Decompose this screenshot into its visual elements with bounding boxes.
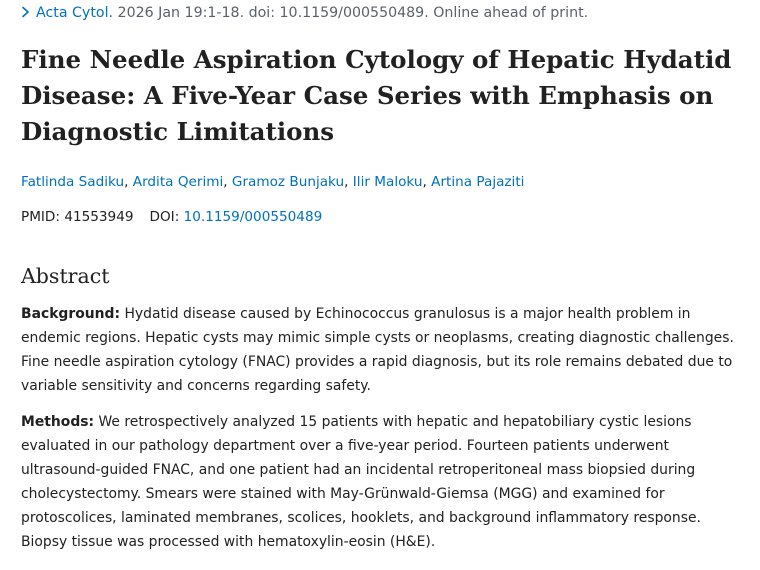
author-link[interactable]: Fatlinda Sadiku bbox=[21, 174, 125, 190]
authors-list: Fatlinda Sadiku, Ardita Qerimi, Gramoz Bunjaku, Ilir Maloku, Artina Pajaziti bbox=[21, 174, 525, 190]
journal-citation bbox=[21, 3, 588, 23]
abstract-methods bbox=[21, 410, 749, 554]
author-link[interactable]: Gramoz Bunjaku bbox=[231, 174, 345, 190]
section-text: We retrospectively analyzed 15 patients with hepatic and hepatobiliary cystic lesions evaluated in our pathology department over a five-year period. Fourteen patients underwent ultrasound-guided FNAC, and one patient had an incidental retroperitoneal mass biopsied during cholecystectomy. Smears were stained with May-Grünwald-Giemsa (MGG) and examined for protoscolices, laminated membranes, scolices, hooklets, and background inflammatory response. Biopsy tissue was processed with hematoxylin-eosin (H&E). bbox=[21, 414, 701, 550]
pmid-value: 41553949 bbox=[64, 209, 134, 225]
author-link[interactable]: Ilir Maloku bbox=[352, 174, 423, 190]
section-text: Hydatid disease caused by Echinococcus granulosus is a major health problem in endemic regions. Hepatic cysts may mimic simple cysts or neoplasms, creating diagnostic challenges. Fine needle aspiration cytology (FNAC) provides a rapid diagnosis, but its role remains debated due to variable sensitivity and concerns regarding safety. bbox=[21, 306, 734, 394]
doi-link[interactable]: 10.1159/000550489 bbox=[183, 209, 323, 225]
doi-label: DOI: bbox=[149, 209, 180, 225]
author-link[interactable]: Ardita Qerimi bbox=[132, 174, 224, 190]
section-label: Methods: bbox=[21, 414, 95, 430]
author-link[interactable]: Artina Pajaziti bbox=[431, 174, 525, 190]
chevron-right-icon bbox=[21, 6, 30, 18]
abstract-background bbox=[21, 302, 749, 398]
citation-details: 2026 Jan 19:1-18. doi: 10.1159/000550489. Online ahead of print. bbox=[117, 5, 589, 21]
journal-link[interactable]: Acta Cytol. bbox=[36, 5, 114, 21]
article-identifiers bbox=[21, 207, 322, 227]
pmid-label: PMID: bbox=[21, 209, 60, 225]
section-label: Background: bbox=[21, 306, 121, 322]
abstract-heading: Abstract bbox=[21, 264, 110, 288]
article-title: Fine Needle Aspiration Cytology of Hepatic Hydatid Disease: A Five-Year Case Series with Emphasis on Diagnostic Limitations bbox=[21, 45, 732, 146]
